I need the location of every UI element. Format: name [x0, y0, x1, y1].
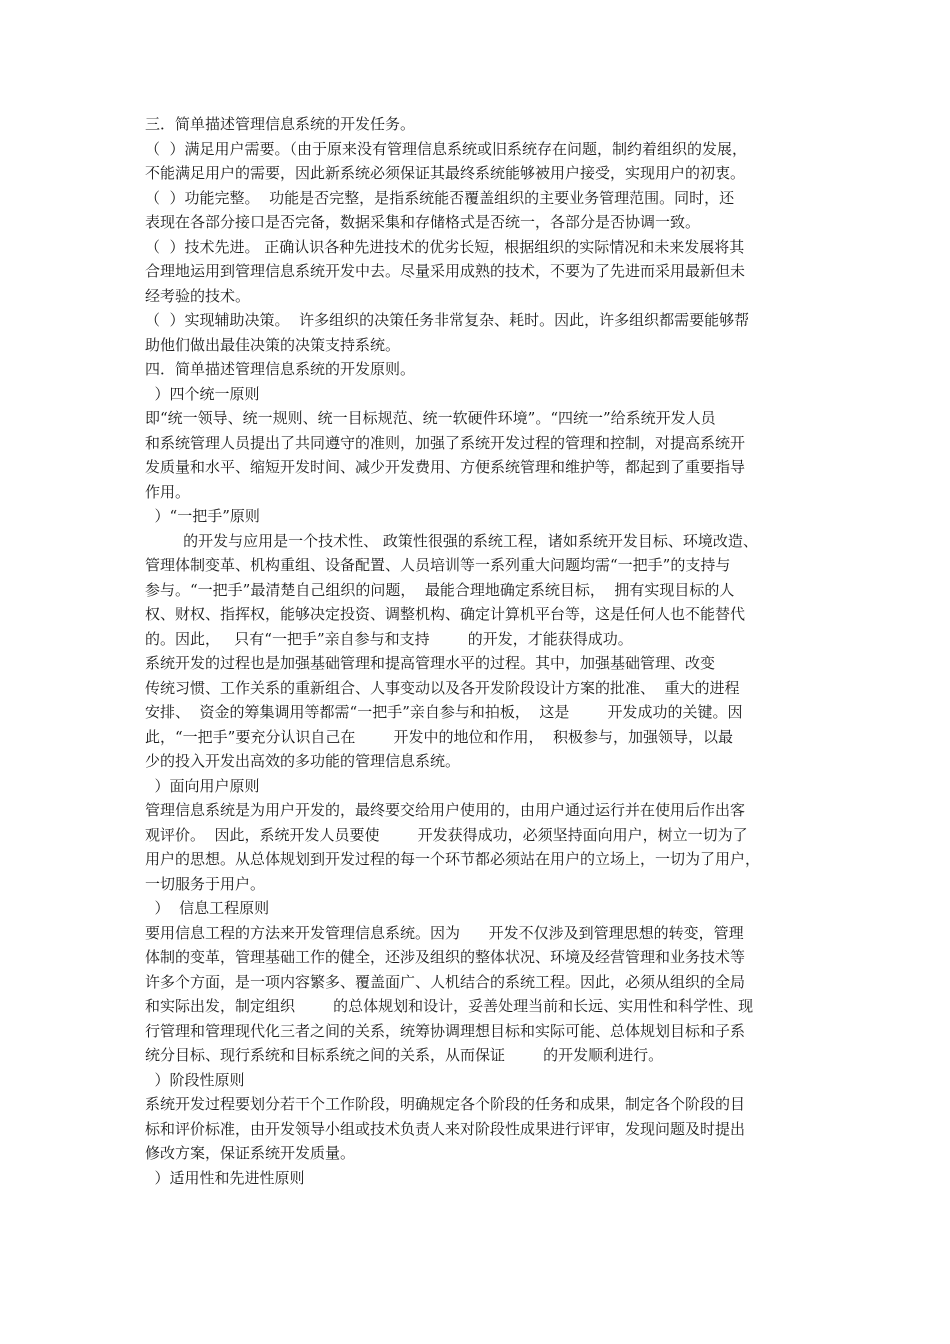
text-line: 观评价。 因此，系统开发人员要使 开发获得成功，必须坚持面向用户，树立一切为了 [145, 825, 748, 844]
text-line: （ ）实现辅助决策。 许多组织的决策任务非常复杂、耗时。因此，许多组织都需要能够帮 [145, 311, 750, 329]
text-line: ）适用性和先进性原则 [145, 1168, 305, 1187]
text-line: 许多个方面，是一项内容繁多、覆盖面广、人机结合的系统工程。因此，必须从组织的全局 [145, 972, 746, 991]
text-line: 的开发与应用是一个技术性、 政策性很强的系统工程，诸如系统开发目标、环境改造、 [145, 531, 758, 550]
text-line: 系统开发的过程也是加强基础管理和提高管理水平的过程。其中，加强基础管理、改变 [145, 654, 716, 672]
text-line: 安排、 资金的筹集调用等都需“一把手”亲自参与和拍板， 这是 开发成功的关键。因 [145, 703, 743, 721]
text-line: 要用信息工程的方法来开发管理信息系统。因为 开发不仅涉及到管理思想的转变，管理 [145, 923, 744, 942]
text-line: 体制的变革，管理基础工作的健全，还涉及组织的整体状况、环境及经营管理和业务技术等 [145, 948, 746, 966]
text-line: 行管理和管理现代化三者之间的关系，统筹协调理想目标和实际可能、总体规划目标和子系 [145, 1021, 746, 1040]
text-line: 发质量和水平、缩短开发时间、减少开发费用、方便系统管理和维护等，都起到了重要指导 [145, 458, 746, 476]
text-line: 传统习惯、工作关系的重新组合、人事变动以及各开发阶段设计方案的批准、 重大的进程 [145, 678, 740, 697]
text-line: 表现在各部分接口是否完备，数据采集和存储格式是否统一，各部分是否协调一致。 [145, 213, 701, 231]
text-line: （ ）功能完整。 功能是否完整，是指系统能否覆盖组织的主要业务管理范围。同时，还 [145, 188, 735, 207]
text-line: 标和评价标准，由开发领导小组或技术负责人来对阶段性成果进行评审，发现问题及时提出 [145, 1119, 746, 1138]
text-line: 三．简单描述管理信息系统的开发任务。 [145, 115, 416, 133]
text-line: 统分目标、现行系统和目标系统之间的关系，从而保证 的开发顺利进行。 [145, 1046, 664, 1064]
text-line: 一切服务于用户。 [145, 874, 266, 893]
text-line: 管理信息系统是为用户开发的，最终要交给用户使用的，由用户通过运行并在使用后作出客 [145, 801, 746, 819]
text-line: ）面向用户原则 [145, 776, 260, 795]
text-line: 修改方案，保证系统开发质量。 [145, 1144, 356, 1162]
text-line: （ ）技术先进。 正确认识各种先进技术的优劣长短，根据组织的实际情况和未来发展将其 [145, 237, 745, 256]
text-line: 合理地运用到管理信息系统开发中去。尽量采用成熟的技术，不要为了先进而采用最新但未 [145, 262, 746, 280]
text-line: ） 信息工程原则 [145, 899, 270, 917]
text-line: 和实际出发，制定组织 的总体规划和设计，妥善处理当前和长远、实用性和科学性、现 [145, 997, 754, 1015]
text-line: 不能满足用户的需要，因此新系统必须保证其最终系统能够被用户接受，实现用户的初衷。 [145, 164, 746, 182]
text-line: 即“统一领导、统一规则、统一目标规范、统一软硬件环境”。“四统一”给系统开发人员 [145, 409, 716, 427]
text-line: 权、财权、指挥权，能够决定投资、调整机构、确定计算机平台等，这是任何人也不能替代 [145, 605, 746, 623]
text-line: 少的投入开发出高效的多功能的管理信息系统。 [145, 752, 461, 770]
text-line: 经考验的技术。 [145, 286, 251, 305]
text-line: ）四个统一原则 [145, 384, 260, 403]
text-line: 参与。“一把手”最清楚自己组织的问题， 最能合理地确定系统目标， 拥有实现目标的人 [145, 580, 735, 599]
text-line: 此，“一把手”要充分认识自己在 开发中的地位和作用， 积极参与，加强领导，以最 [145, 727, 734, 746]
text-line: 系统开发过程要划分若干个工作阶段，明确规定各个阶段的任务和成果，制定各个阶段的目 [145, 1095, 746, 1113]
text-line: 用户的思想。从总体规划到开发过程的每一个环节都必须站在用户的立场上，一切为了用户， [145, 850, 761, 868]
text-line: 的。因此， 只有“一把手”亲自参与和支持 的开发，才能获得成功。 [145, 629, 633, 648]
text-line: ）“一把手”原则 [145, 507, 260, 525]
text-line: 管理体制变革、机构重组、设备配置、人员培训等一系列重大问题均需“一把手”的支持与 [145, 556, 731, 574]
text-line: 和系统管理人员提出了共同遵守的准则，加强了系统开发过程的管理和控制，对提高系统开 [145, 433, 746, 452]
text-line: 助他们做出最佳决策的决策支持系统。 [145, 335, 401, 354]
document-body [145, 112, 815, 1190]
text-line: 作用。 [145, 482, 191, 501]
text-line: （ ）满足用户需要。（由于原来没有管理信息系统或旧系统存在问题，制约着组织的发展， [145, 139, 748, 158]
text-line: 四．简单描述管理信息系统的开发原则。 [145, 360, 416, 378]
text-line: ）阶段性原则 [145, 1070, 245, 1089]
